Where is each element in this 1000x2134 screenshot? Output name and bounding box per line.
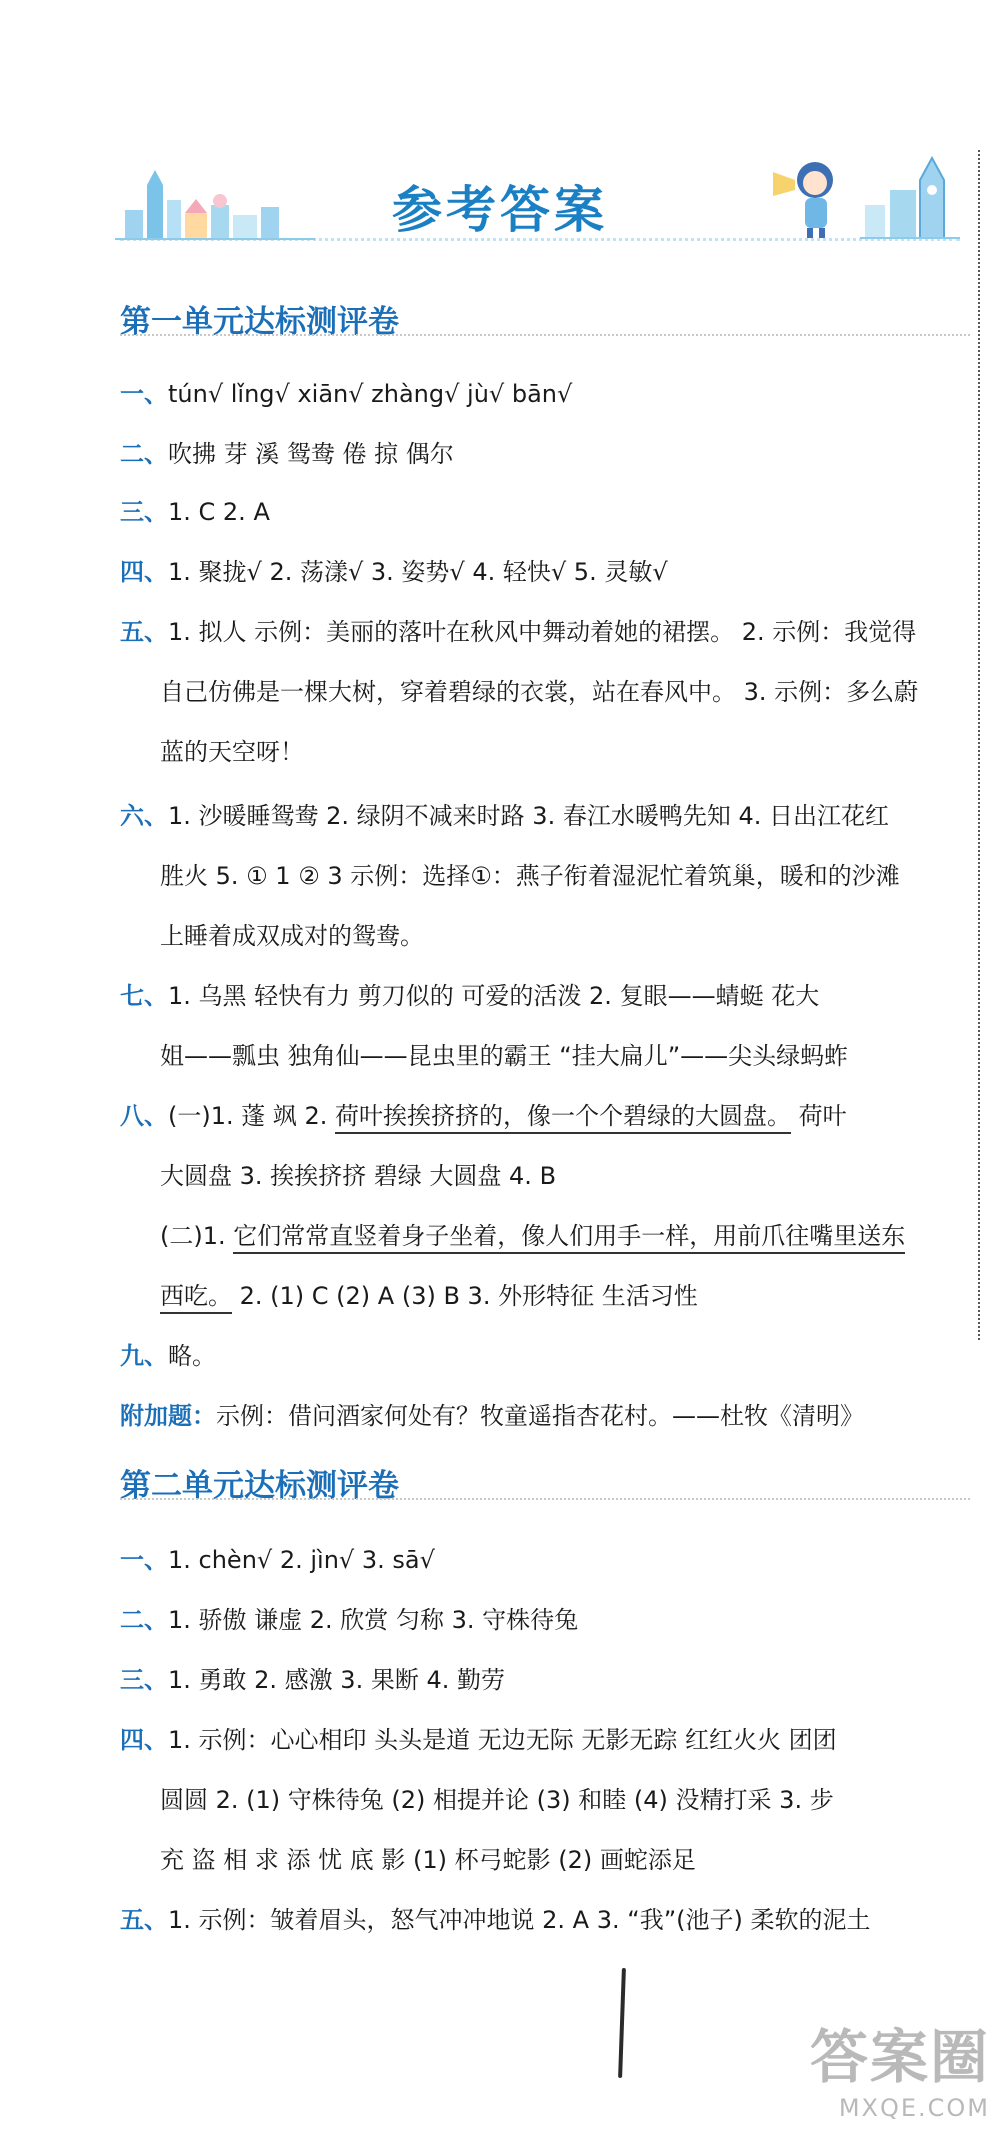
section-rule [120, 1498, 970, 1500]
question-number: 三、 [120, 498, 168, 526]
answer-line: 三、1. C 2. A [120, 498, 270, 526]
girl-megaphone-icon [765, 150, 855, 240]
page-title: 参考答案 [392, 181, 608, 239]
answer-line: 五、1. 拟人 示例：美丽的落叶在秋风中舞动着她的裙摆。 2. 示例：我觉得 [120, 618, 917, 646]
section-title-unit-2: 第二单元达标测评卷 [120, 1468, 399, 1504]
answer-line: 八、(一)1. 蓬 飒 2. 荷叶挨挨挤挤的，像一个个碧绿的大圆盘。 荷叶 [120, 1104, 847, 1128]
answer-line: 上睡着成双成对的鸳鸯。 [160, 922, 424, 950]
answer-line: 蓝的天空呀！ [160, 738, 304, 766]
question-number: 附加题： [120, 1402, 216, 1430]
question-number: 九、 [120, 1342, 168, 1370]
underlined-answer: 荷叶挨挨挤挤的，像一个个碧绿的大圆盘。 [335, 1102, 791, 1134]
answer-line: 五、1. 示例：皱着眉头，怒气冲冲地说 2. A 3. “我”(池子) 柔软的泥土 [120, 1906, 871, 1934]
answer-line: 充 盗 相 求 添 忧 底 影 (1) 杯弓蛇影 (2) 画蛇添足 [160, 1846, 696, 1874]
rocket-buildings-icon [860, 150, 960, 240]
answer-line: 四、1. 聚拢√ 2. 荡漾√ 3. 姿势√ 4. 轻快√ 5. 灵敏√ [120, 558, 668, 586]
section-title-unit-1: 第一单元达标测评卷 [120, 304, 399, 340]
question-number: 八、 [120, 1102, 168, 1130]
question-number: 四、 [120, 558, 168, 586]
watermark-logo: 答案圈 MXQE.COM [809, 2023, 990, 2122]
answer-line: 二、吹拂 芽 溪 鸳鸯 倦 掠 偶尔 [120, 440, 454, 468]
question-number: 三、 [120, 1666, 168, 1694]
question-number: 五、 [120, 1906, 168, 1934]
pen-mark [618, 1968, 626, 2078]
question-number: 二、 [120, 1606, 168, 1634]
answer-line: (二)1. 它们常常直竖着身子坐着，像人们用手一样，用前爪往嘴里送东 [160, 1224, 905, 1248]
right-margin-dotted-rule [978, 150, 980, 1340]
question-number: 五、 [120, 618, 168, 646]
answer-line: 附加题：示例：借问酒家何处有？牧童遥指杏花村。——杜牧《清明》 [120, 1402, 864, 1430]
answer-line: 二、1. 骄傲 谦虚 2. 欣赏 匀称 3. 守株待兔 [120, 1606, 579, 1634]
answer-line: 一、tún√ lǐng√ xiān√ zhàng√ jù√ bān√ [120, 380, 573, 408]
answer-line: 胜火 5. ① 1 ② 3 示例：选择①：燕子衔着湿泥忙着筑巢，暖和的沙滩 [160, 862, 900, 890]
answer-line: 四、1. 示例：心心相印 头头是道 无边无际 无影无踪 红红火火 团团 [120, 1726, 837, 1754]
answer-line: 七、1. 乌黑 轻快有力 剪刀似的 可爱的活泼 2. 复眼——蜻蜓 花大 [120, 982, 820, 1010]
answer-line: 西吃。 2. (1) C (2) A (3) B 3. 外形特征 生活习性 [160, 1284, 698, 1308]
answer-line: 六、1. 沙暖睡鸳鸯 2. 绿阴不减来时路 3. 春江水暖鸭先知 4. 日出江花红 [120, 802, 889, 830]
question-number: 二、 [120, 440, 168, 468]
question-number: 七、 [120, 982, 168, 1010]
answer-line: 自己仿佛是一棵大树，穿着碧绿的衣裳，站在春风中。 3. 示例：多么蔚 [160, 678, 919, 706]
underlined-answer: 它们常常直竖着身子坐着，像人们用手一样，用前爪往嘴里送东 [233, 1222, 905, 1254]
answer-line: 一、1. chèn√ 2. jìn√ 3. sā√ [120, 1546, 435, 1574]
question-number: 四、 [120, 1726, 168, 1754]
answer-line: 姐——瓢虫 独角仙——昆虫里的霸王 “挂大扁儿”——尖头绿蚂蚱 [160, 1042, 849, 1070]
underlined-answer: 西吃。 [160, 1282, 232, 1314]
section-rule [120, 334, 970, 336]
answer-line: 三、1. 勇敢 2. 感激 3. 果断 4. 勤劳 [120, 1666, 505, 1694]
question-number: 一、 [120, 380, 168, 408]
question-number: 一、 [120, 1546, 168, 1574]
answer-line: 九、略。 [120, 1342, 216, 1370]
answer-line: 圆圆 2. (1) 守株待兔 (2) 相提并论 (3) 和睦 (4) 没精打采 3. 步 [160, 1786, 834, 1814]
answer-line: 大圆盘 3. 挨挨挤挤 碧绿 大圆盘 4. B [160, 1162, 557, 1190]
question-number: 六、 [120, 802, 168, 830]
